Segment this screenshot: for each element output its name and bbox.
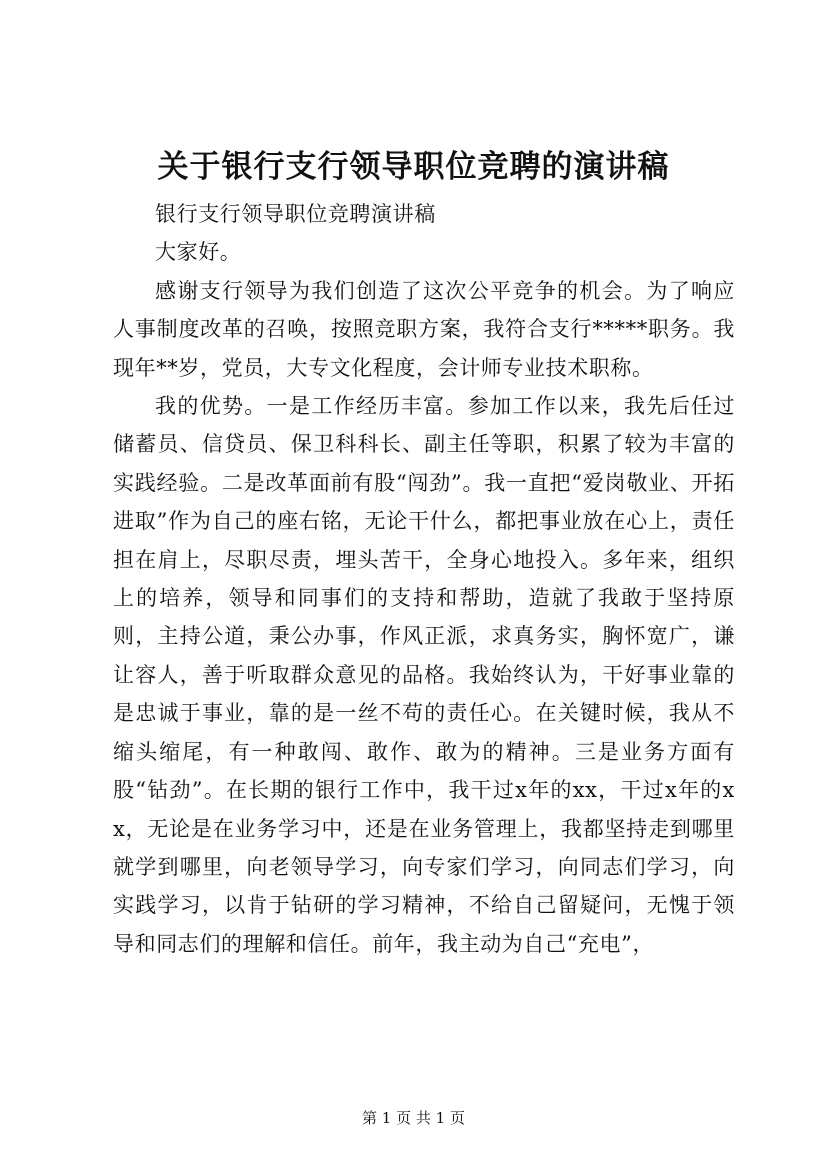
document-body — [113, 195, 735, 963]
greeting-paragraph: 大家好。 — [155, 240, 242, 265]
subtitle-paragraph: 银行支行领导职位竞聘演讲稿 — [155, 202, 436, 226]
page-number-footer: 第 1 页 共 1 页 — [362, 1109, 465, 1127]
intro-paragraph: 感谢支行领导为我们创造了这次公平竞争的机会。为了响应人事制度改革的召唤，按照竞职方案，我符合支行*****职务。我现年**岁，党员，大专文化程度，会计师专业技术职称。 — [113, 278, 735, 380]
document-title: 关于银行支行领导职位竞聘的演讲稿 — [157, 149, 670, 185]
strengths-paragraph: 我的优势。一是工作经历丰富。参加工作以来，我先后任过储蓄员、信贷员、保卫科科长、副主任等职，积累了较为丰富的实践经验。二是改革面前有股“闯劲”。我一直把“爱岗敬业、开拓进取”作为自己的座右铭，无论干什么，都把事业放在心上，责任担在肩上，尽职尽责，埋头苦干，全身心地投入。多年来，组织上的培养，领导和同事们的支持和帮助，造就了我敢于坚持原则，主持公道，秉公办事，作风正派，求真务实，胸怀宽广，谦让容人，善于听取群众意见的品格。我始终认为，干好事业靠的是忠诚于事业，靠的是一丝不苟的责任心。在关键时候，我从不缩头缩尾，有一种敢闯、敢作、敢为的精神。三是业务方面有股“钻劲”。在长期的银行工作中，我干过x年的xx，干过x年的xx，无论是在业务学习中，还是在业务管理上，我都坚持走到哪里就学到哪里，向老领导学习，向专家们学习，向同志们学习，向实践学习，以肯于钻研的学习精神，不给自己留疑问，无愧于领导和同志们的理解和信任。前年，我主动为自己“充电”， — [113, 394, 735, 956]
